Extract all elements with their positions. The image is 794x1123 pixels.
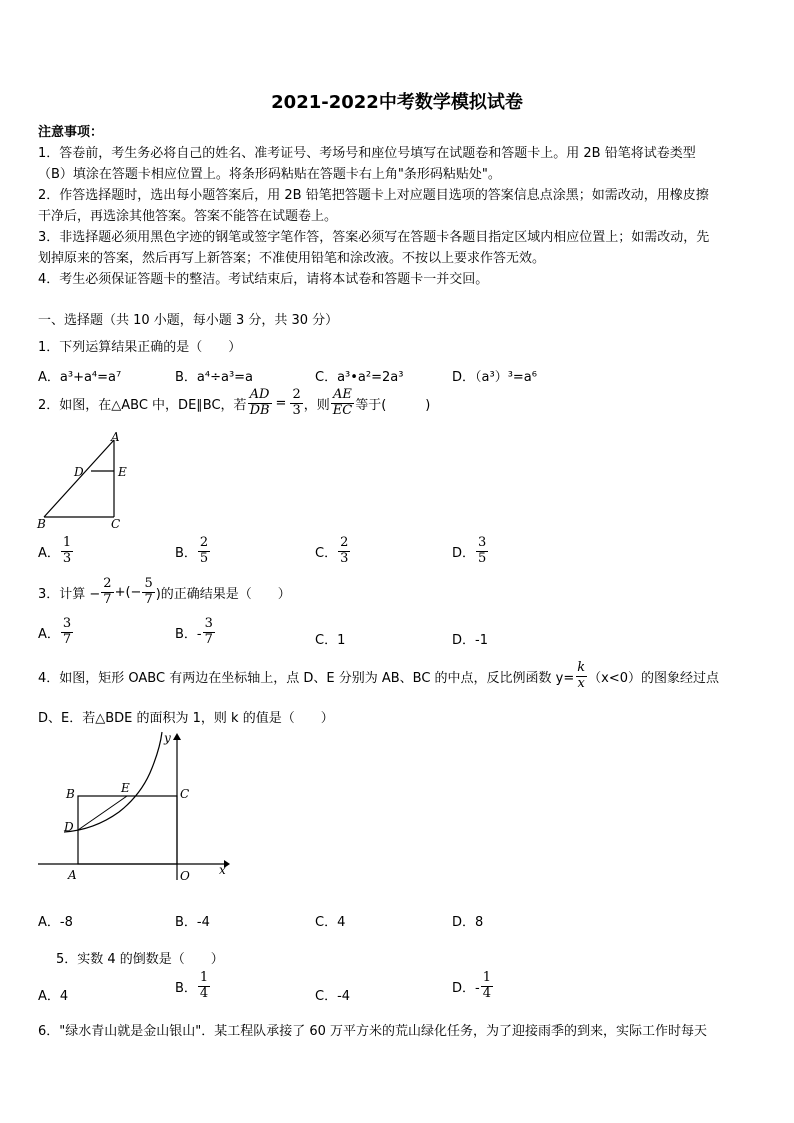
q3-option-c[interactable]: C．1 bbox=[315, 633, 346, 648]
q4-fraction-k-x bbox=[575, 661, 587, 692]
label-b: B bbox=[37, 517, 46, 531]
segment-de bbox=[78, 796, 127, 830]
q3-fraction-2 bbox=[142, 577, 154, 608]
label-y: y bbox=[164, 731, 171, 745]
frac-den: 7 bbox=[144, 591, 153, 607]
frac-num: k bbox=[577, 660, 586, 675]
frac-num: 3 bbox=[62, 616, 72, 631]
q5-option-a[interactable]: A．4 bbox=[38, 989, 69, 1004]
q2-fraction-ratio bbox=[290, 388, 302, 419]
q1-option-a[interactable]: A．a³+a⁴=a⁷ bbox=[38, 370, 122, 385]
frac-den: 4 bbox=[199, 985, 209, 1001]
option-fraction bbox=[476, 536, 488, 567]
frac-num: 1 bbox=[482, 970, 491, 985]
label-d: D bbox=[64, 820, 74, 834]
option-label: C． bbox=[315, 545, 338, 561]
notice-line: 3．非选择题必须用黑色字迹的钢笔或签字笔作答，答案必须写在答题卡各题目指定区域内相应位置上；如需改动，先 bbox=[38, 230, 710, 245]
label-a: A bbox=[111, 430, 120, 444]
q1-option-d[interactable]: D．（a³）³=a⁶ bbox=[452, 370, 537, 385]
notice-line: 干净后，再选涂其他答案。答案不能答在试题卷上。 bbox=[38, 209, 338, 224]
q1-option-c[interactable]: C．a³•a²=2a³ bbox=[315, 370, 404, 385]
q3-stem-post: )的正确结果是（ ） bbox=[155, 586, 291, 602]
q5-option-d[interactable] bbox=[452, 971, 494, 1002]
option-label: B． bbox=[175, 545, 197, 561]
rectangle-oabc bbox=[78, 796, 177, 864]
q2-fraction-ae-ec bbox=[331, 388, 354, 419]
q3-option-a[interactable] bbox=[38, 617, 74, 648]
notice-line: （B）填涂在答题卡相应位置上。将条形码粘贴在答题卡右上角"条形码粘贴处"。 bbox=[38, 167, 501, 182]
frac-den: 7 bbox=[204, 631, 213, 647]
notice-heading: 注意事项： bbox=[38, 125, 104, 140]
option-fraction bbox=[61, 536, 73, 567]
q3-option-b[interactable] bbox=[175, 617, 216, 648]
q2-stem-mid: ，则 bbox=[303, 397, 330, 413]
notice-line: 划掉原来的答案，然后再写上新答案；不准使用铅笔和涂改液。不按以上要求作答无效。 bbox=[38, 251, 546, 266]
q3-option-d[interactable]: D．-1 bbox=[452, 633, 488, 648]
frac-den: EC bbox=[332, 402, 353, 418]
question-3-stem bbox=[38, 577, 291, 608]
frac-den: 3 bbox=[62, 550, 72, 566]
frac-den: 5 bbox=[199, 550, 209, 566]
frac-num: 3 bbox=[478, 535, 487, 550]
label-x: x bbox=[219, 863, 226, 877]
option-fraction bbox=[481, 971, 493, 1002]
section-heading: 一、选择题（共 10 小题，每小题 3 分，共 30 分） bbox=[38, 313, 339, 328]
notice-line: 4．考生必须保证答题卡的整洁。考试结束后，请将本试卷和答题卡一并交回。 bbox=[38, 272, 489, 287]
label-b: B bbox=[66, 787, 75, 801]
frac-den: 7 bbox=[62, 631, 72, 647]
frac-den: 7 bbox=[103, 591, 112, 607]
frac-den: x bbox=[577, 675, 585, 691]
question-4-stem-line1 bbox=[38, 661, 719, 692]
q3-stem-pre: 3．计算 − bbox=[38, 586, 101, 602]
option-label: D． bbox=[452, 545, 476, 561]
option-label: A． bbox=[38, 626, 60, 642]
q3-fraction-1 bbox=[101, 577, 113, 608]
question-4-stem-line2: D、E．若△BDE 的面积为 1，则 k 的值是（ ） bbox=[38, 711, 334, 726]
frac-num: 2 bbox=[340, 535, 349, 550]
question-6-stem: 6．"绿水青山就是金山银山"．某工程队承接了 60 万平方米的荒山绿化任务，为了迎接雨季的到来，实际工作时每天 bbox=[38, 1024, 708, 1039]
frac-den: 3 bbox=[340, 550, 349, 566]
option-fraction bbox=[203, 617, 215, 648]
q3-plus: +(− bbox=[114, 584, 142, 600]
frac-num: 3 bbox=[204, 616, 213, 631]
option-label: D．- bbox=[452, 980, 480, 996]
frac-num: AE bbox=[333, 387, 352, 402]
y-axis-arrow-icon bbox=[173, 733, 181, 740]
q2-stem-post: 等于( ) bbox=[355, 397, 431, 413]
option-fraction bbox=[198, 536, 210, 567]
q4-graph-figure bbox=[34, 728, 234, 888]
frac-num: AD bbox=[249, 387, 270, 402]
question-1-stem: 1．下列运算结果正确的是（ ） bbox=[38, 340, 242, 355]
option-fraction bbox=[61, 617, 73, 648]
hyperbola-curve bbox=[64, 732, 162, 832]
frac-num: 5 bbox=[144, 576, 153, 591]
q2-stem-pre: 2．如图，在△ABC 中，DE∥BC，若 bbox=[38, 397, 247, 413]
q2-option-a[interactable] bbox=[38, 536, 74, 567]
q4-stem-post: （x<0）的图象经过点 bbox=[588, 670, 720, 686]
q4-option-b[interactable]: B．-4 bbox=[175, 915, 210, 930]
q2-fraction-ad-db bbox=[248, 388, 272, 419]
frac-num: 2 bbox=[103, 576, 112, 591]
q4-option-c[interactable]: C．4 bbox=[315, 915, 346, 930]
q2-option-c[interactable] bbox=[315, 536, 351, 567]
label-o: O bbox=[180, 869, 190, 883]
option-label: A． bbox=[38, 545, 60, 561]
q2-triangle-figure bbox=[34, 430, 134, 532]
question-2-stem bbox=[38, 388, 430, 419]
question-5-stem: 5．实数 4 的倒数是（ ） bbox=[56, 952, 224, 967]
option-fraction bbox=[338, 536, 350, 567]
frac-den: DB bbox=[249, 402, 270, 418]
q1-option-b[interactable]: B．a⁴÷a³=a bbox=[175, 370, 254, 385]
label-c: C bbox=[111, 517, 121, 531]
label-e: E bbox=[121, 781, 130, 795]
q5-option-c[interactable]: C．-4 bbox=[315, 989, 351, 1004]
notice-line: 2．作答选择题时，选出每小题答案后，用 2B 铅笔把答题卡上对应题目选项的答案信息点涂黑；如需改动，用橡皮擦 bbox=[38, 188, 709, 203]
frac-den: 3 bbox=[292, 402, 301, 418]
q2-equals: = bbox=[275, 395, 287, 411]
option-label: B． bbox=[175, 980, 197, 996]
q2-option-d[interactable] bbox=[452, 536, 489, 567]
frac-den: 4 bbox=[482, 985, 491, 1001]
frac-num: 1 bbox=[199, 970, 209, 985]
q4-stem-pre: 4．如图，矩形 OABC 有两边在坐标轴上，点 D、E 分别为 AB、BC 的中点，反比例函数 y= bbox=[38, 670, 575, 686]
q4-option-a[interactable]: A．-8 bbox=[38, 915, 73, 930]
label-e: E bbox=[118, 465, 127, 479]
q4-option-d[interactable]: D．8 bbox=[452, 915, 484, 930]
q2-option-b[interactable] bbox=[175, 536, 211, 567]
page-title: 2021-2022中考数学模拟试卷 bbox=[271, 92, 523, 113]
frac-num: 2 bbox=[292, 387, 301, 402]
option-label: B．- bbox=[175, 626, 202, 642]
label-a: A bbox=[68, 868, 77, 882]
label-d: D bbox=[74, 465, 84, 479]
q5-option-b[interactable] bbox=[175, 971, 211, 1002]
frac-den: 5 bbox=[478, 550, 487, 566]
option-fraction bbox=[198, 971, 210, 1002]
label-c: C bbox=[180, 787, 190, 801]
frac-num: 2 bbox=[199, 535, 209, 550]
frac-num: 1 bbox=[62, 535, 72, 550]
notice-line: 1．答卷前，考生务必将自己的姓名、准考证号、考场号和座位号填写在试题卷和答题卡上。用 2B 铅笔将试卷类型 bbox=[38, 146, 696, 161]
